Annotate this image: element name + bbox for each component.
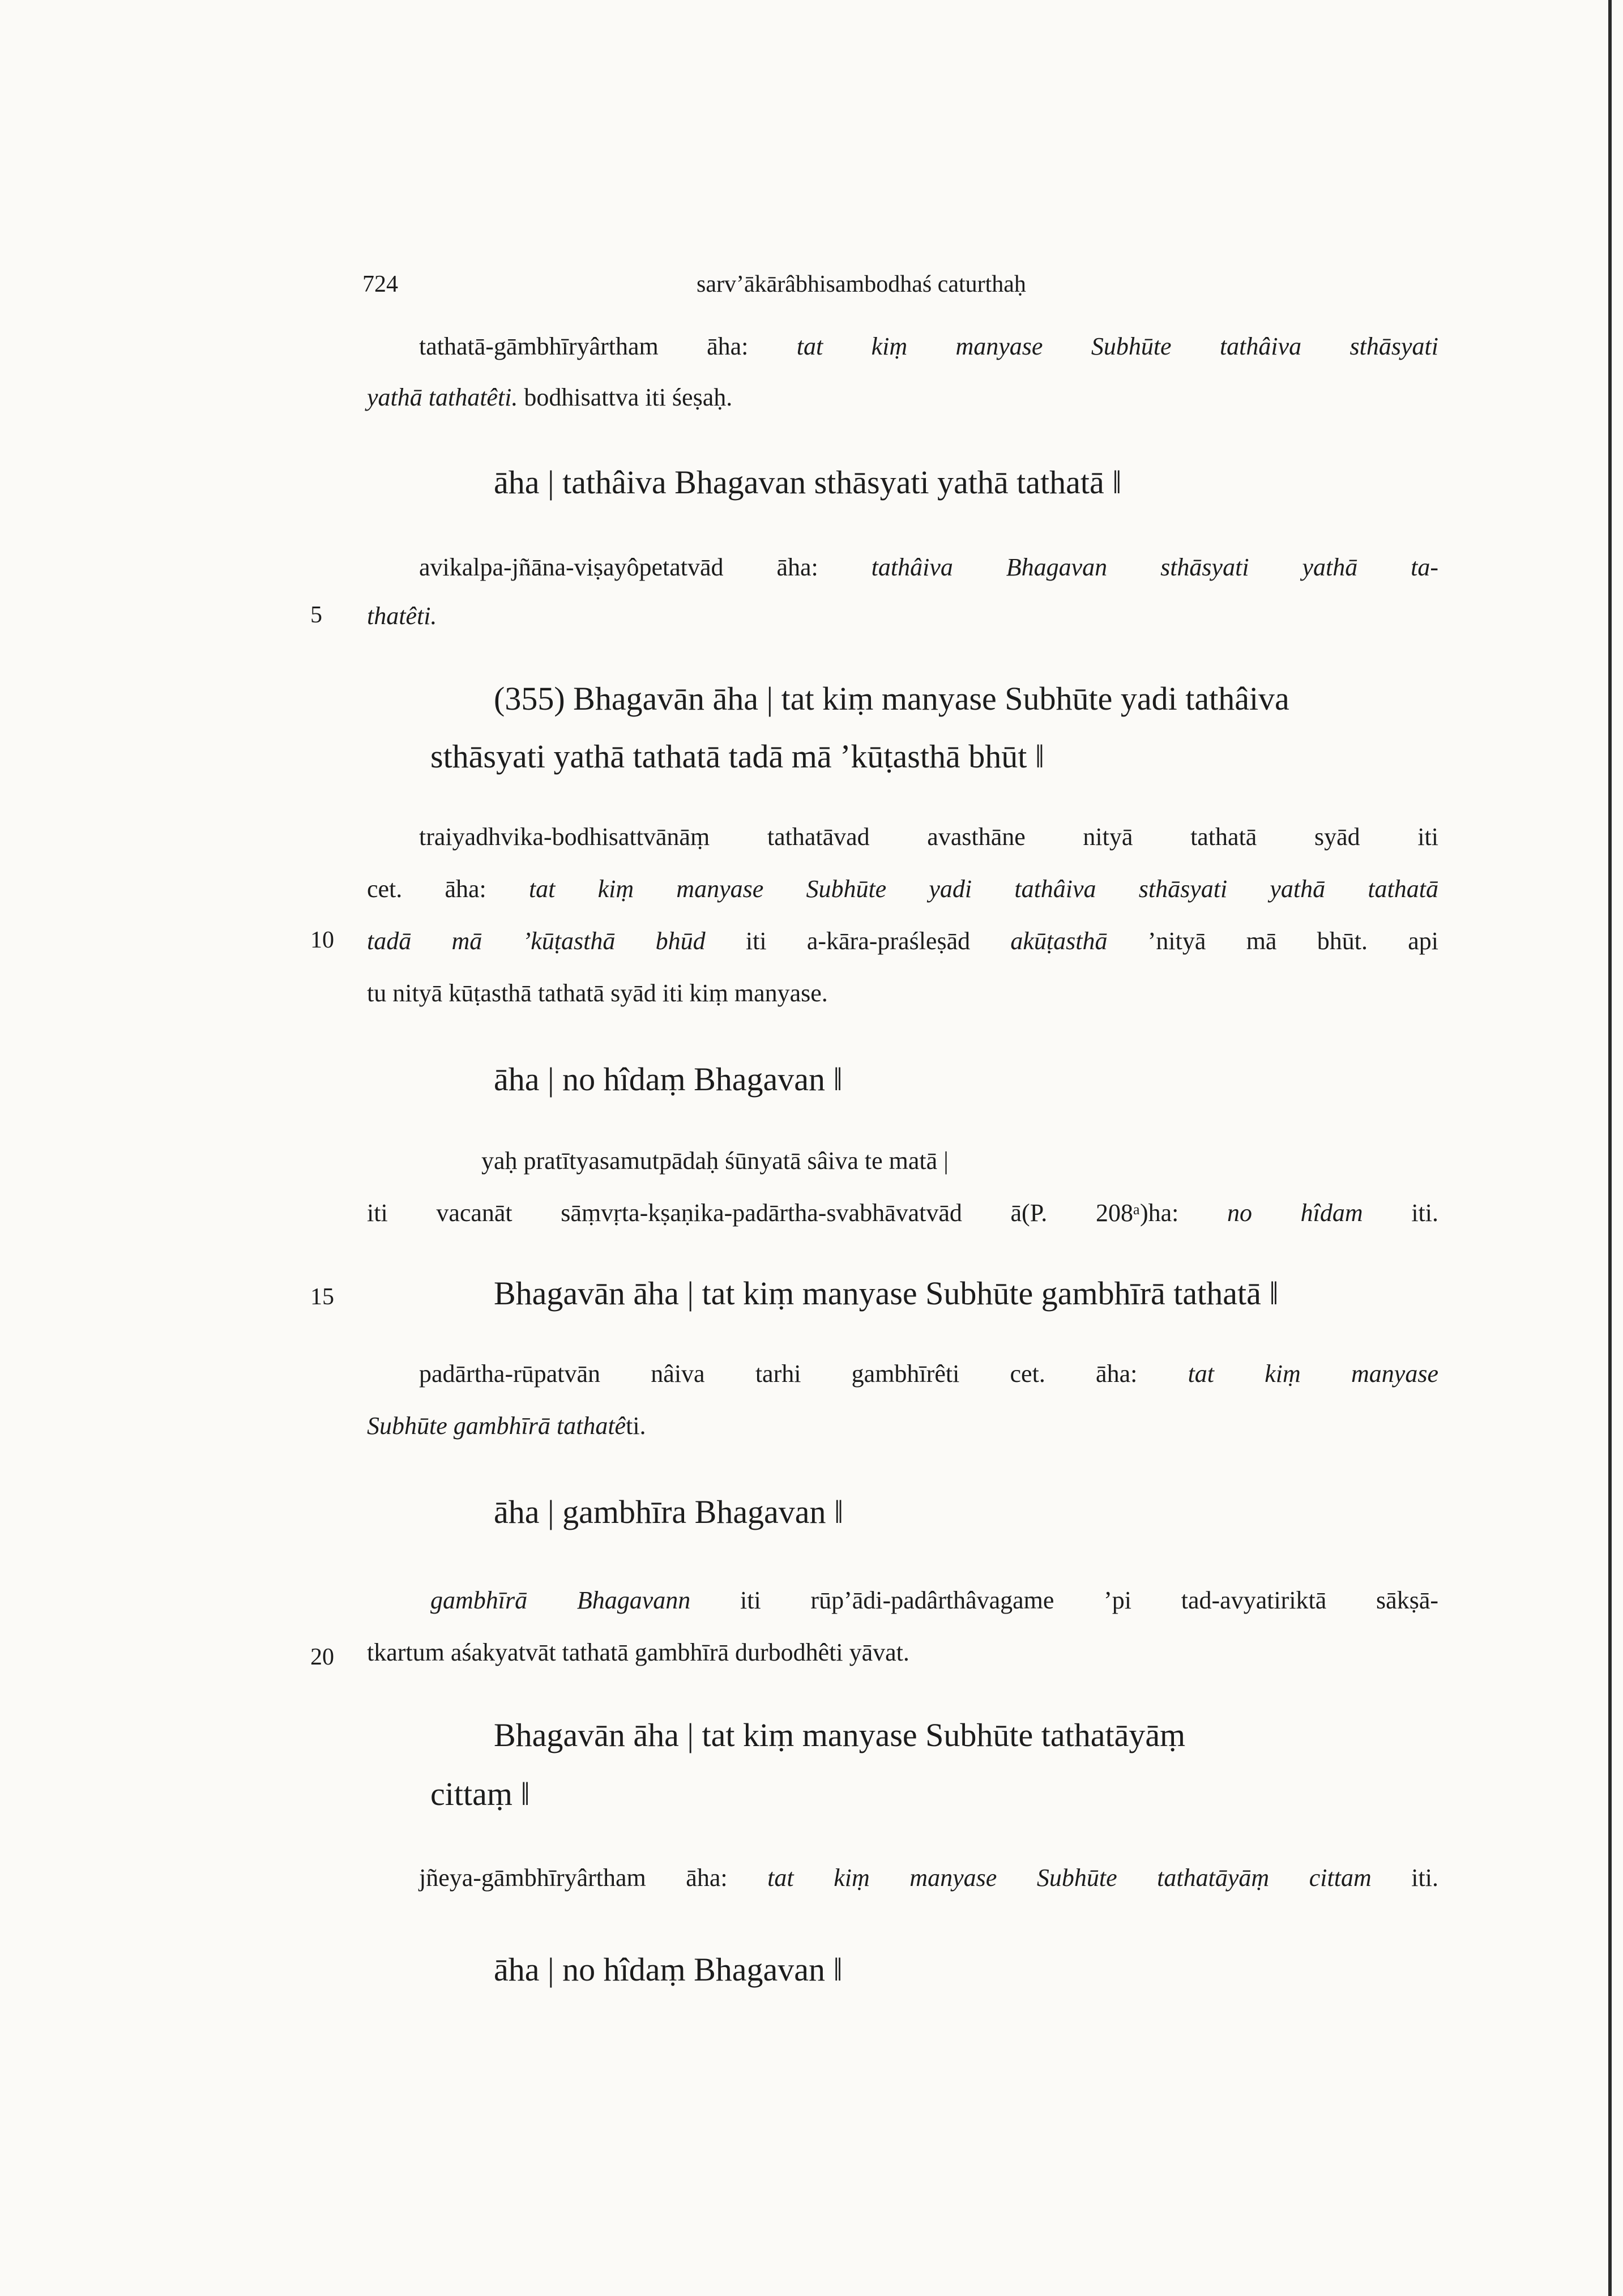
commentary-line: gambhīrā Bhagavann iti rūp’ādi-padârthâvagame ’pi tad-avyatiriktā sākṣā- <box>430 1586 1439 1614</box>
commentary-line: tathatā-gāmbhīryârtham āha: tat kiṃ manyase Subhūte tathâiva sthāsyati <box>419 332 1438 360</box>
commentary-line: avikalpa-jñāna-viṣayôpetatvād āha: tathâiva Bhagavan sthāsyati yathā ta- <box>419 553 1438 581</box>
line-number: 10 <box>310 927 334 953</box>
verse-line: Bhagavān āha | tat kiṃ manyase Subhūte tathatāyāṃ <box>494 1717 1186 1753</box>
line-number: 20 <box>310 1644 334 1670</box>
verse-line: (355) Bhagavān āha | tat kiṃ manyase Subhūte yadi tathâiva <box>494 680 1289 717</box>
commentary-line: padārtha-rūpatvān nâiva tarhi gambhīrêti cet. āha: tat kiṃ manyase <box>419 1360 1438 1388</box>
commentary-line: tadā mā ’kūṭasthā bhūd iti a-kāra-praśleṣād akūṭasthā ’nityā mā bhūt. api <box>367 927 1438 955</box>
verse-line: sthāsyati yathā tathatā tadā mā ’kūṭasthā bhūt ‖ <box>430 738 1045 775</box>
commentary-line: thatêti. <box>367 602 437 630</box>
line-number: 5 <box>310 602 322 628</box>
binding-edge-line <box>1608 0 1612 2296</box>
commentary-line: yathā tathatêti. bodhisattva iti śeṣaḥ. <box>367 383 733 411</box>
commentary-line: iti vacanāt sāṃvṛta-kṣaṇika-padārtha-svabhāvatvād ā(P. 208ᵃ)ha: no hîdam iti. <box>367 1199 1439 1227</box>
commentary-line: jñeya-gāmbhīryârtham āha: tat kiṃ manyase Subhūte tathatāyāṃ cittam iti. <box>419 1864 1438 1892</box>
running-title: sarv’ākārâbhisambodhaś caturthaḥ <box>697 271 1026 297</box>
commentary-line: Subhūte gambhīrā tathatêti. <box>367 1412 646 1440</box>
commentary-line: cet. āha: tat kiṃ manyase Subhūte yadi tathâiva sthāsyati yathā tathatā <box>367 875 1438 903</box>
verse-line: āha | no hîdaṃ Bhagavan ‖ <box>494 1061 843 1098</box>
commentary-line: traiyadhvika-bodhisattvānāṃ tathatāvad avasthāne nityā tathatā syād iti <box>419 823 1438 851</box>
verse-line: āha | no hîdaṃ Bhagavan ‖ <box>494 1951 843 1988</box>
verse-line: āha | tathâiva Bhagavan sthāsyati yathā tathatā ‖ <box>494 464 1122 501</box>
line-number: 15 <box>310 1284 334 1310</box>
quoted-verse-line: yaḥ pratītyasamutpādaḥ śūnyatā sâiva te matā | <box>481 1147 949 1175</box>
commentary-line: tkartum aśakyatvāt tathatā gambhīrā durbodhêti yāvat. <box>367 1638 909 1666</box>
page-number: 724 <box>362 271 398 297</box>
verse-line: cittaṃ ‖ <box>430 1776 530 1812</box>
commentary-line: tu nityā kūṭasthā tathatā syād iti kiṃ manyase. <box>367 979 828 1007</box>
verse-line: Bhagavān āha | tat kiṃ manyase Subhūte gambhīrā tathatā ‖ <box>494 1275 1279 1312</box>
verse-line: āha | gambhīra Bhagavan ‖ <box>494 1493 844 1530</box>
